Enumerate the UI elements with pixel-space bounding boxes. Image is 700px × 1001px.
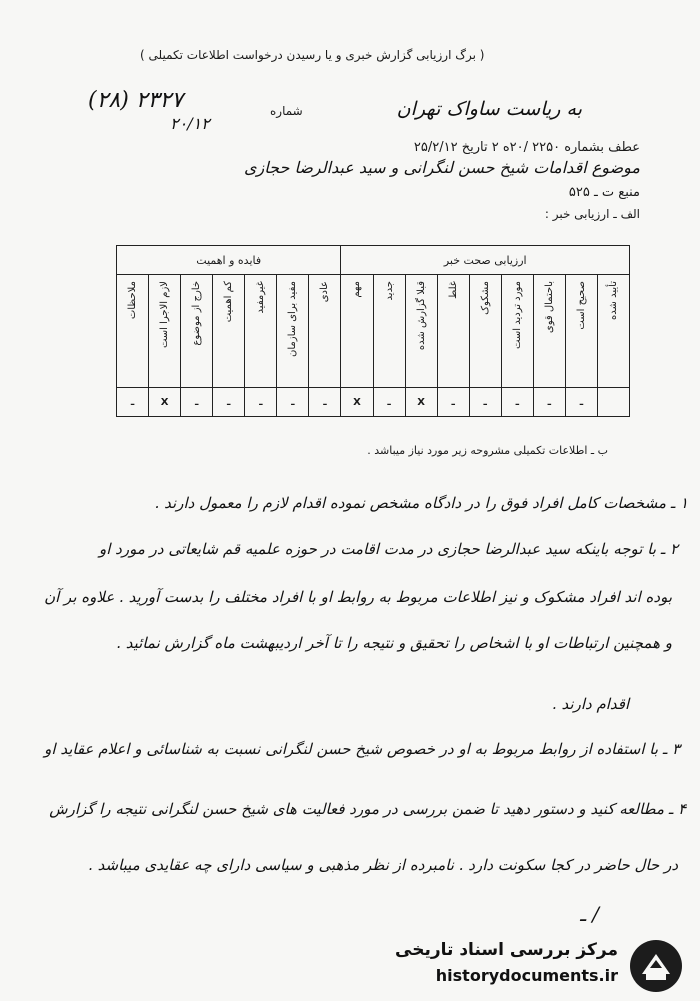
column-header [149, 275, 181, 388]
archive-logo-icon [628, 938, 684, 994]
column-label: لازم الاجرا است [159, 281, 171, 349]
column-label: ملاحظات [127, 281, 139, 320]
paragraph-2-cont-1: بوده اند افراد مشکوک و نیز اطلاعات مربوط به روابط او با افراد مختلف را بدست آورید . علاوه بر آن [44, 588, 672, 606]
column-mark: X [341, 388, 373, 417]
column-mark: ـ [469, 388, 501, 417]
column-label: تأیید شده [607, 281, 619, 320]
column-header [309, 275, 341, 388]
paragraph-4-cont: در حال حاضر در کجا سکونت دارد . نامبرده از نظر مذهبی و سیاسی دارای چه عقایدی میباشد . [88, 856, 678, 874]
column-mark [597, 388, 629, 417]
paragraph-2-end: اقدام دارند . [552, 695, 630, 713]
column-header [565, 275, 597, 388]
column-label: عادی [319, 281, 331, 303]
column-label: غیرمفید [255, 281, 267, 314]
accuracy-group-header: ارزیابی صحت خبر [341, 246, 630, 275]
column-mark: ـ [213, 388, 245, 417]
column-label: مشکوک [479, 281, 491, 315]
column-mark: ـ [309, 388, 341, 417]
value-group-header: فایده و اهمیت [117, 246, 341, 275]
reference-line: عطف بشماره ۲۲۵۰ /۲۰ه ۲ تاریخ ۲۵/۲/۱۲ [413, 140, 640, 155]
column-label: خارج از موضوع [191, 281, 203, 346]
column-label: غلط [447, 281, 459, 300]
form-title: ( برگ ارزیابی گزارش خبری و یا رسیدن درخواست اطلاعات تکمیلی ) [140, 48, 485, 62]
column-header [213, 275, 245, 388]
paragraph-2: ۲ ـ با توجه باینکه سید عبدالرضا حجازی در مدت اقامت در حوزه علمیه قم شایعاتی در مورد او [98, 540, 678, 558]
paragraph-2-cont-2: و همچنین ارتباطات او با اشخاص را تحقیق و نتیجه را تا آخر اردیبهشت ماه گزارش نمائید . [116, 634, 672, 652]
column-header [373, 275, 405, 388]
column-label: مورد تردید است [511, 281, 523, 349]
column-header [437, 275, 469, 388]
column-label: صحیح است [575, 281, 587, 330]
column-header [501, 275, 533, 388]
signature-mark: ـ / [580, 902, 599, 926]
column-label: مفید برای سازمان [287, 281, 299, 357]
handwritten-doc-number-2: ۲۰/۱۲ [170, 114, 210, 133]
evaluation-table [116, 245, 630, 417]
source-line: منبع ت ـ ۵۲۵ [568, 185, 640, 200]
column-mark: ـ [437, 388, 469, 417]
watermark-url: historydocuments.ir [435, 966, 618, 985]
watermark-name: مرکز بررسی اسناد تاریخی [395, 940, 618, 960]
column-mark: ـ [117, 388, 149, 417]
column-label: قبلا گزارش شده [415, 281, 427, 351]
column-header [277, 275, 309, 388]
column-label: کم اهمیت [223, 281, 235, 323]
paragraph-3: ۳ ـ با استفاده از روابط مربوط به او در خصوص شیخ حسن لنگرانی نسبت به شناسائی و اعلام عقاید او [44, 740, 680, 758]
column-header [405, 275, 437, 388]
recipient-line: به ریاست ساواک تهران [396, 98, 582, 120]
column-mark: ـ [565, 388, 597, 417]
section-b-label: ب ـ اطلاعات تکمیلی مشروحه زیر مورد نیاز میباشد . [367, 444, 608, 457]
column-header [597, 275, 629, 388]
column-header [469, 275, 501, 388]
paragraph-1: ۱ ـ مشخصات کامل افراد فوق را در دادگاه مشخص نموده اقدام لازم را معمول دارند . [154, 494, 688, 512]
paragraph-4: ۴ ـ مطالعه کنید و دستور دهید تا ضمن بررسی در مورد فعالیت های شیخ حسن لنگرانی نتیجه را گزارش [49, 800, 686, 818]
column-mark: X [149, 388, 181, 417]
column-label: باحتمال قوی [543, 281, 555, 334]
column-label: جدید [383, 281, 395, 301]
column-mark: ـ [245, 388, 277, 417]
number-label: شماره [270, 104, 303, 118]
column-header [245, 275, 277, 388]
column-header [117, 275, 149, 388]
column-header [533, 275, 565, 388]
column-mark: ـ [501, 388, 533, 417]
column-header [341, 275, 373, 388]
column-mark: ـ [181, 388, 213, 417]
section-a-label: الف ـ ارزیابی خبر : [544, 207, 640, 221]
column-header [181, 275, 213, 388]
column-label: مهم [351, 281, 363, 298]
column-mark: X [405, 388, 437, 417]
column-mark: ـ [277, 388, 309, 417]
column-mark: ـ [533, 388, 565, 417]
handwritten-doc-number: (٢٨) ۲۳۲۷ [88, 88, 184, 113]
column-mark: ـ [373, 388, 405, 417]
subject-line: موضوع اقدامات شیخ حسن لنگرانی و سید عبدالرضا حجازی [244, 158, 640, 177]
